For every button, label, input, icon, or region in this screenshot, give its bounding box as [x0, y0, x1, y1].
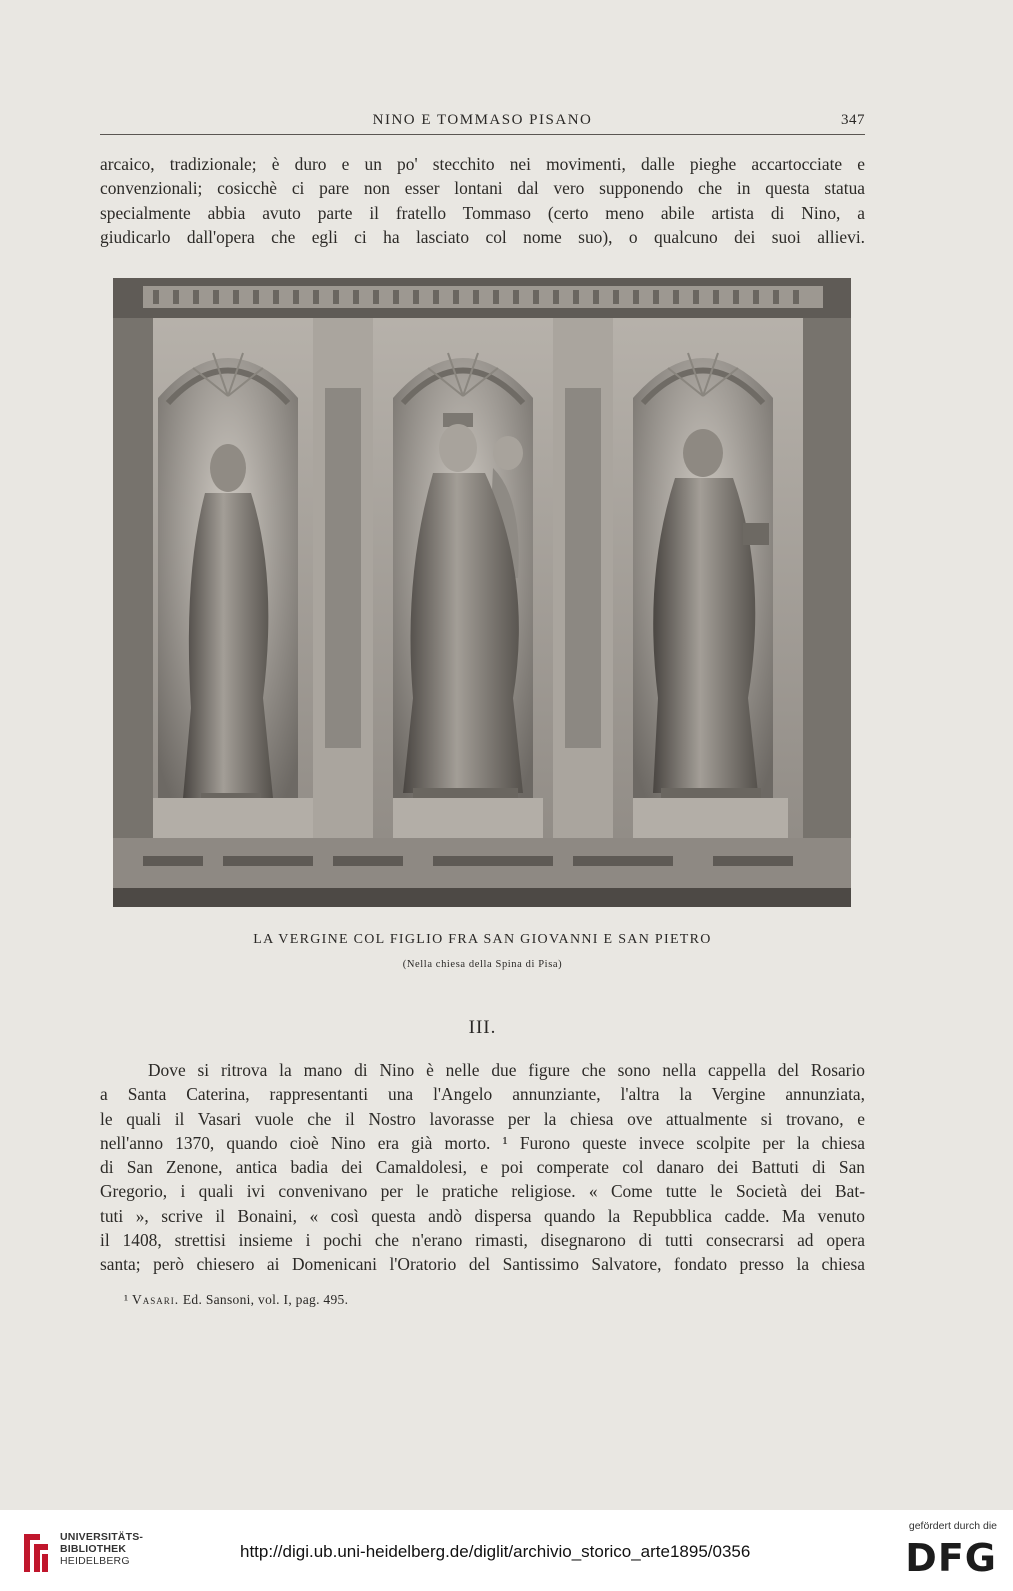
- figure-subcaption: (Nella chiesa della Spina di Pisa): [402, 959, 563, 970]
- library-emblem-icon: [20, 1530, 52, 1576]
- permalink-url[interactable]: http://digi.ub.uni-heidelberg.de/diglit/archivio_storico_arte1895/0356: [240, 1542, 751, 1561]
- library-name-line2: BIBLIOTHEK: [60, 1543, 127, 1555]
- photo-illustration: [113, 278, 851, 907]
- text-line: di San Zenone, antica badia dei Camaldolesi, e poi comperate col danaro dei Battuti di San: [100, 1157, 865, 1178]
- university-library-logo[interactable]: [20, 1528, 144, 1578]
- sculpture-photograph: [113, 278, 851, 907]
- section-heading: III.: [468, 1017, 497, 1038]
- body-paragraph: [100, 1058, 865, 1277]
- text-line: arcaico, tradizionale; è duro e un po' stecchito nei movimenti, dalle pieghe accartocciate e: [100, 154, 865, 174]
- footnote-text: Ed. Sansoni, vol. I, pag. 495.: [182, 1292, 349, 1307]
- viewer-footer: [0, 1510, 1013, 1591]
- text-line: specialmente abbia avuto parte il fratello Tommaso (certo meno abile artista di Nino, a: [100, 202, 865, 223]
- text-line: le quali il Vasari vuole che il Nostro lavorasse per la chiesa ove attualmente si trovano, e: [100, 1108, 865, 1129]
- sponsor-text: gefördert durch die: [908, 1520, 997, 1532]
- text-line: tuti », scrive il Bonaini, « così questa andò dispersa quando la Repubblica cadde. Ma venuto: [100, 1205, 865, 1226]
- text-line: Dove si ritrova la mano di Nino è nelle due figure che sono nella cappella del Rosario: [148, 1060, 865, 1080]
- page-number: 347: [841, 112, 865, 128]
- text-line: il 1408, strettisi insieme i pochi che n'erano rimasti, disegnarono di tutti consecrarsi ad opera: [100, 1230, 865, 1251]
- footnote: [124, 1292, 348, 1308]
- running-title: NINO E TOMMASO PISANO: [372, 112, 593, 128]
- text-line: a Santa Caterina, rappresentanti una l'Angelo annunziante, l'altra la Vergine annunziata,: [100, 1084, 865, 1105]
- library-name-line1: UNIVERSITÄTS-: [60, 1531, 144, 1543]
- text-line: Gregorio, i quali ivi convenivano per le pratiche religiose. « Come tutte le Società dei Bat-: [100, 1181, 865, 1202]
- text-line: convenzionali; cosicchè ci pare non esser lontani dal vero supponendo che in questa statua: [100, 178, 865, 199]
- running-head: [100, 110, 865, 135]
- figure-caption: LA VERGINE COL FIGLIO FRA SAN GIOVANNI E SAN PIETRO: [253, 932, 712, 947]
- footnote-marker: ¹: [124, 1292, 129, 1307]
- intro-paragraph: [100, 152, 865, 249]
- library-name-line3: HEIDELBERG: [60, 1555, 130, 1567]
- footnote-author: Vasari.: [132, 1292, 180, 1307]
- dfg-logo[interactable]: DFG: [905, 1536, 997, 1580]
- text-line: santa; però chiesero ai Domenicani l'Oratorio del Santissimo Salvatore, fondato presso la chiesa: [100, 1254, 865, 1275]
- text-line: nell'anno 1370, quando cioè Nino era già morto. ¹ Furono queste invece scolpite per la chiesa: [100, 1132, 865, 1153]
- text-line: giudicarlo dall'opera che egli ci ha lasciato col nome suo), o qualcuno dei suoi allievi.: [100, 226, 865, 247]
